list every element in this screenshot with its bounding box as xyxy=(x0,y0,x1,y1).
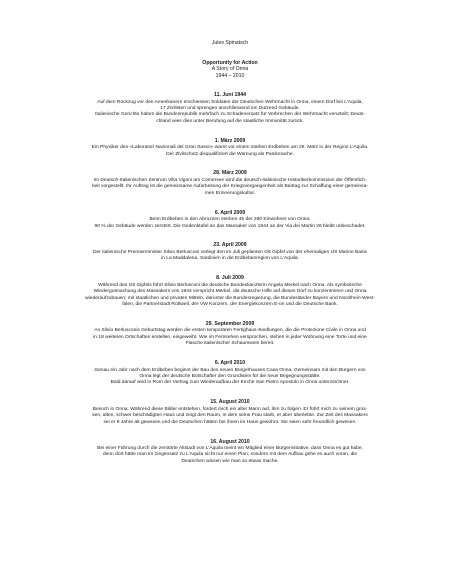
timeline-entry xyxy=(70,170,390,197)
entry-text: Bei einer Führung durch die zerstörte Altstadt von L’Aquila meint ein Mitglied einer Bürgerinitiative, dass Onna es gut habe, denn dort hätte man im Gegensatz zu L’Aquila nicht nur einen Plan; sondern mit dem Aufbau gehe es auch voran, die Deutschen wissen wie man so etwas mache. xyxy=(97,446,363,464)
timeline-entry xyxy=(70,360,390,387)
author-name: Jules Spinatsch xyxy=(211,40,249,46)
title-block xyxy=(70,60,390,80)
entry-text: Genau ein Jahr nach dem Erdbeben beginnt der Bau des neuen Bürgerhauses Casa Onna. Gemeinsam mit den Bürgern von Onna legt der deutsche Botschafter den Grundstein für die neue Begegnungsstätte. Bald darauf wird in Rom der Vertrag zum Wiederaufbau der Kirche San Pietro Apostolo in Onna unterzeichnet. xyxy=(94,367,366,386)
entry-text: Besuch in Onna. Während diese Bilder entstehen, fordert mich ein alter Mann auf, ihm zu folgen. Er führt mich zu seinem gros- sen, alten, schwer beschädigten Haus und zeigt den Raum, in dem seine Frau starb, er aber überlebte. Zur Zeit des Massakers sei er 8 Jahre alt gewesen und die Deutschen hätten bei ihnen im Haus gewohnt. Sie seien sehr freundlich gewesen. xyxy=(92,406,368,425)
document-years: 1944 – 2010 xyxy=(215,72,245,79)
entry-date: 6. April 2009 xyxy=(214,209,246,216)
entry-text: Während des G8 Gipfels führt Silvio Berlusconi die deutsche Bundeskanzlerin Angela Merkel nach Onna. Als symbolische Wiedergutmachung des Massakers von 1944 verspricht Merkel, die deutsche Hilfe auf dieses Dorf zu konzentrieren und Onna wiederaufzubauen; mit staatlichen und privaten Mitteln, darunter die Bundesregierung, die Bundesländer Bayern und Nordrhein-West- falen, die Partnerstadt Rottweil, der VW Konzern, der Energiekonzern E-on und die Deutsche Bank. xyxy=(85,282,375,307)
timeline-entry xyxy=(70,138,390,158)
entry-text: An Silvio Berlusconis Geburtstag werden die ersten temporären Fertighaus-Siedlungen, die die Protezione Civile in Onna und in 18 weiteren Ortschaften erstellen, eingeweiht. Wie im Fernsehen versprochen, stehen in jeder Wohnung eine Torte und eine Flasche italienischer Schaumwein bereit. xyxy=(93,328,367,347)
document-page xyxy=(70,40,390,478)
entry-date: 28. März 2009 xyxy=(213,170,247,177)
entry-date: 1. März 2009 xyxy=(214,137,246,144)
entry-date: 15. August 2010 xyxy=(210,399,250,406)
entry-date: 6. April 2010 xyxy=(214,360,246,367)
entry-date: 16. August 2010 xyxy=(210,438,250,445)
entry-date: 29. September 2009 xyxy=(205,320,255,327)
timeline-entry xyxy=(70,275,390,308)
entry-date: 8. Juli 2009 xyxy=(216,275,244,282)
entry-text: Im Deutsch-Italienischen Zentrum Villa Vigoni am Comersee wird die deutsch-italienische Historikerkommission der Öffentlich- keit vorgestellt. Ihr Auftrag ist die gemeinsame Aufarbeitung der Kriegsvergangenheit als Beitrag zur Schaffung einer gemeinsa- men Erinnerungskultur. xyxy=(92,177,368,196)
entry-text: Auf dem Rückzug vor den Amerikanern erschiessen Soldaten der Deutschen Wehrmacht in Onna, einem Dorf bei L’Aquila, 17 Zivilisten und sprengen anschliessend ein Dutzend Gebäude. Italienische Gerichte haben die Bundesrepublik mehrfach zu Schadenersatz für Verbrechen der Wehrmacht verurteilt; Deuts- chland wies dies unter Berufung auf die staatliche Immunität zurück. xyxy=(95,99,365,124)
timeline-entry xyxy=(70,321,390,348)
timeline-entry xyxy=(70,92,390,125)
entry-text: Der italienische Premierminister Silvio Berlusconi verlegt den im Juli geplanten G8 Gipfel von der ehemaligen US Marine Basis in La Maddalena, Sardinien in die Erdbebenregion von L’Aquila. xyxy=(93,249,367,262)
entry-text: Ein Physiker des «Laboratori Nazionali del Gran Sasso» warnt vor einem starken Erdbeben am 29. März in der Region L’Aquila. Der Zivilschutz disqualifiziert die Warnung als Panikmache. xyxy=(91,145,369,157)
entry-text: Beim Erdbeben in den Abruzzen sterben 45 der 280 Einwohner von Onna; 90 % der Gebäude werden zerstört. Die Gedenktafel an das Massaker von 1944 an der Via dei Martiri 26 bleibt unbeschadet. xyxy=(94,217,366,229)
timeline-entry xyxy=(70,399,390,426)
document-title: Opportunity for Action xyxy=(202,59,258,66)
entry-date: 23. April 2009 xyxy=(213,242,247,249)
entry-date: 11. Juni 1944 xyxy=(213,92,246,98)
timeline-entry xyxy=(70,242,390,262)
timeline-entry xyxy=(70,439,390,466)
document-subtitle: A Story of Onna xyxy=(211,66,249,72)
timeline-entry xyxy=(70,210,390,230)
